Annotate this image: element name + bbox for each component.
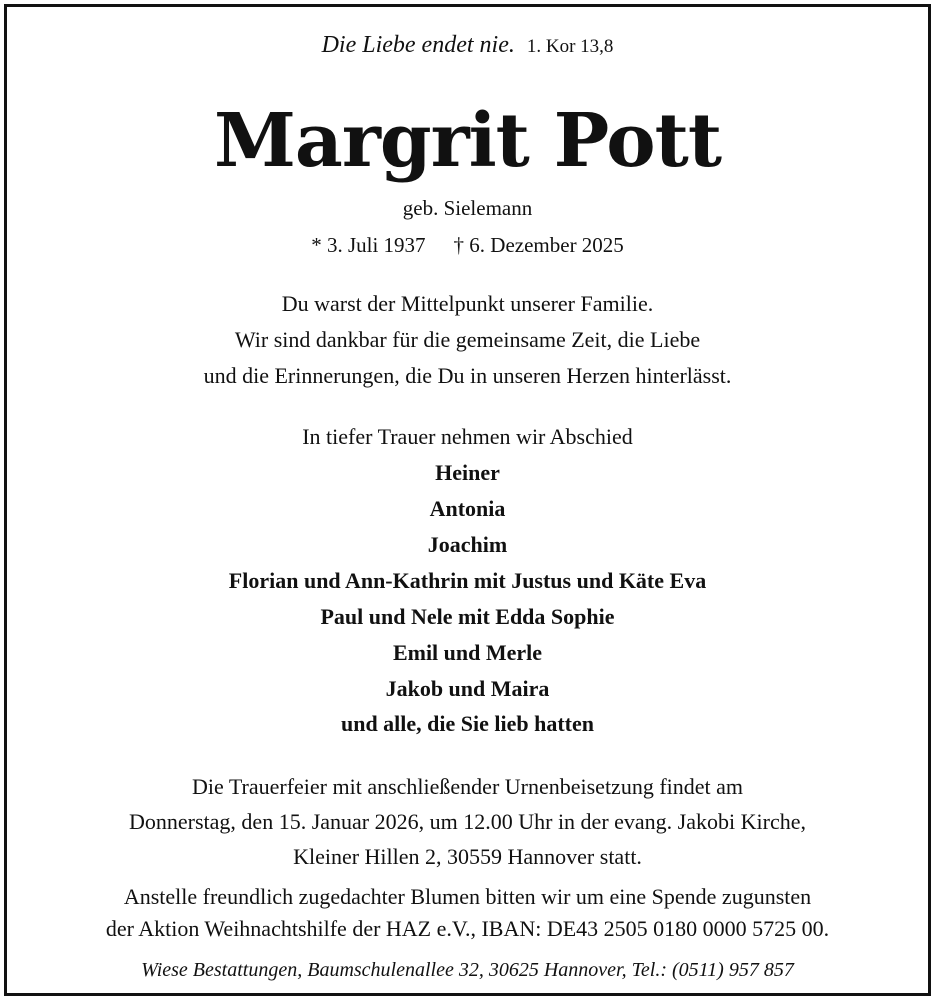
mourner-name: Antonia	[429, 496, 506, 521]
mourner-name: Paul und Nele mit Edda Sophie	[320, 604, 615, 629]
tribute-line: und die Erinnerungen, die Du in unseren Herzen hinterlässt.	[203, 363, 732, 388]
mourner-name: und alle, die Sie lieb hatten	[340, 711, 595, 736]
birth-date: * 3. Juli 1937	[311, 233, 426, 257]
mourners-intro: In tiefer Trauer nehmen wir Abschied	[302, 424, 633, 449]
undertaker-info: Wiese Bestattungen, Baumschulenallee 32, 30625 Hannover, Tel.: (0511) 957 857	[141, 959, 794, 981]
ceremony-line: Donnerstag, den 15. Januar 2026, um 12.00 Uhr in der evang. Jakobi Kirche,	[129, 809, 806, 834]
tribute-line: Du warst der Mittelpunkt unserer Familie.	[281, 291, 654, 316]
ceremony-line: Die Trauerfeier mit anschließender Urnenbeisetzung findet am	[191, 774, 744, 799]
tribute-line: Wir sind dankbar für die gemeinsame Zeit, die Liebe	[234, 327, 701, 352]
mourner-name: Emil und Merle	[392, 640, 543, 665]
mourner-name: Jakob und Maira	[385, 676, 550, 701]
bible-verse	[0, 31, 935, 61]
verse-reference: 1. Kor 13,8	[526, 36, 614, 57]
ceremony-line: Kleiner Hillen 2, 30559 Hannover statt.	[293, 844, 642, 869]
mourner-name: Heiner	[435, 460, 500, 485]
death-date: † 6. Dezember 2025	[453, 233, 624, 257]
donation-line: der Aktion Weihnachtshilfe der HAZ e.V., IBAN: DE43 2505 0180 0000 5725 00.	[105, 916, 830, 941]
deceased-name: Margrit Pott	[213, 98, 721, 184]
donation-line: Anstelle freundlich zugedachter Blumen bitten wir um eine Spende zugunsten	[123, 884, 812, 909]
life-dates	[0, 231, 935, 259]
birth-name: geb. Sielemann	[402, 196, 533, 220]
mourner-name: Florian und Ann-Kathrin mit Justus und Käte Eva	[228, 568, 707, 593]
verse-quote: Die Liebe endet nie.	[321, 32, 515, 58]
mourner-name: Joachim	[427, 532, 508, 557]
